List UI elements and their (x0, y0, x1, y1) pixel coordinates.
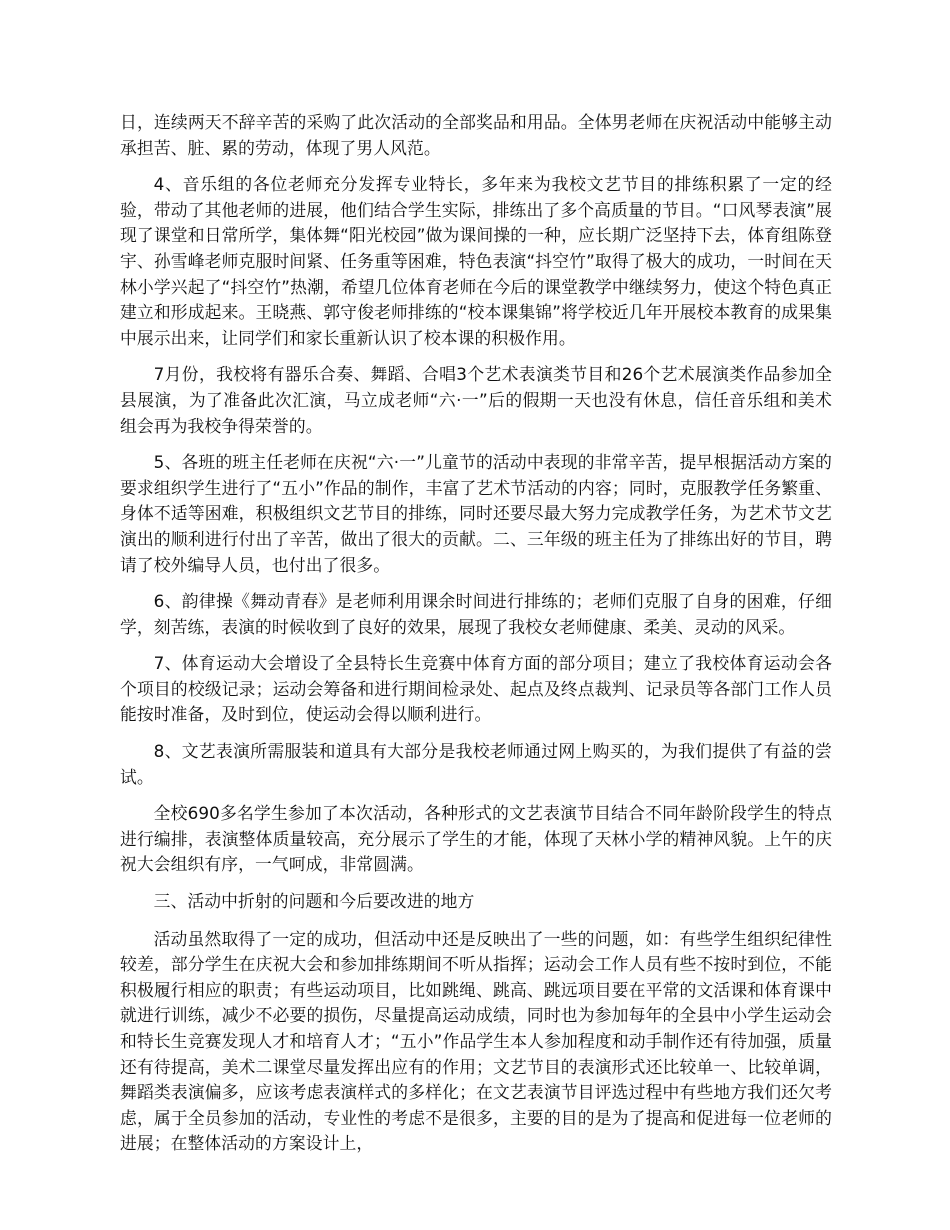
paragraph-july-exhibition: 7月份，我校将有器乐合奏、舞蹈、合唱3个艺术表演类节目和26个艺术展演类作品参加全县展演，为了准备此次汇演，马立成老师“六·一”后的假期一天也没有休息，信任音乐组和美术组会再为我校争得荣誉的。 (120, 364, 832, 436)
document-page (120, 110, 832, 1168)
section-heading-problems: 三、活动中折射的问题和今后要改进的地方 (153, 891, 475, 912)
paragraph-school-summary: 全校690多名学生参加了本次活动，各种形式的文艺表演节目结合不同年龄阶段学生的特点进行编排，表演整体质量较高，充分展示了学生的才能，体现了天林小学的精神风貌。上午的庆祝大会组织有序，一气呵成，非常圆满。 (120, 803, 832, 875)
paragraph-continuation: 日，连续两天不辞辛苦的采购了此次活动的全部奖品和用品。全体男老师在庆祝活动中能够主动承担苦、脏、累的劳动，体现了男人风范。 (120, 112, 832, 158)
paragraph-item-4-music: 4、音乐组的各位老师充分发挥专业特长，多年来为我校文艺节目的排练积累了一定的经验，带动了其他老师的进展，他们结合学生实际，排练出了多个高质量的节目。“口风琴表演”展现了课堂和日常所学，集体舞“阳光校园”做为课间操的一种，应长期广泛坚持下去，体育组陈登宇、孙雪峰老师克服时间紧、任务重等困难，特色表演“抖空竹”取得了极大的成功，一时间在天林小学兴起了“抖空竹”热潮，希望几位体育老师在今后的课堂教学中继续努力，使这个特色真正建立和形成起来。王晓燕、郭守俊老师排练的“校本课集锦”将学校近几年开展校本教育的成果集中展示出来，让同学们和家长重新认识了校本课的积极作用。 (120, 174, 832, 348)
paragraph-problems: 活动虽然取得了一定的成功，但活动中还是反映出了一些的问题，如：有些学生组织纪律性较差，部分学生在庆祝大会和参加排练期间不听从指挥；运动会工作人员有些不按时到位，不能积极履行相应的职责；有些运动项目，比如跳绳、跳高、跳远项目要在平常的文活课和体育课中就进行训练，减少不必要的损伤，尽量提高运动成绩，同时也为参加每年的全县中小学生运动会和特长生竞赛发现人才和培育人才；“五小”作品学生本人参加程度和动手制作还有待加强，质量还有待提高，美术二课堂尽量发挥出应有的作用；文艺节目的表演形式还比较单一、比较单调，舞蹈类表演偏多，应该考虑表演样式的多样化；在文艺表演节目评选过程中有些地方我们还欠考虑，属于全员参加的活动，专业性的考虑不是很多，主要的目的是为了提高和促进每一位老师的进展；在整体活动的方案设计上， (120, 928, 832, 1154)
paragraph-item-7-sports-meet: 7、体育运动大会增设了全县特长生竞赛中体育方面的部分项目；建立了我校体育运动会各个项目的校级记录；运动会筹备和进行期间检录处、起点及终点裁判、记录员等各部门工作人员能按时准备，及时到位，使运动会得以顺利进行。 (120, 653, 832, 725)
paragraph-item-8-costumes: 8、文艺表演所需服装和道具有大部分是我校老师通过网上购买的，为我们提供了有益的尝试。 (120, 741, 832, 787)
paragraph-item-6-rhythmic-exercise: 6、韵律操《舞动青春》是老师利用课余时间进行排练的；老师们克服了自身的困难，仔细学，刻苦练，表演的时候收到了良好的效果，展现了我校女老师健康、柔美、灵动的风采。 (120, 591, 832, 637)
paragraph-item-5-class-teachers: 5、各班的班主任老师在庆祝“六·一”儿童节的活动中表现的非常辛苦，提早根据活动方案的要求组织学生进行了“五小”作品的制作，丰富了艺术节活动的内容；同时，克服教学任务繁重、身体不适等困难，积极组织文艺节目的排练，同时还要尽最大努力完成教学任务，为艺术节文艺演出的顺利进行付出了辛苦，做出了很大的贡献。二、三年级的班主任为了排练出好的节目，聘请了校外编导人员，也付出了很多。 (120, 452, 832, 575)
